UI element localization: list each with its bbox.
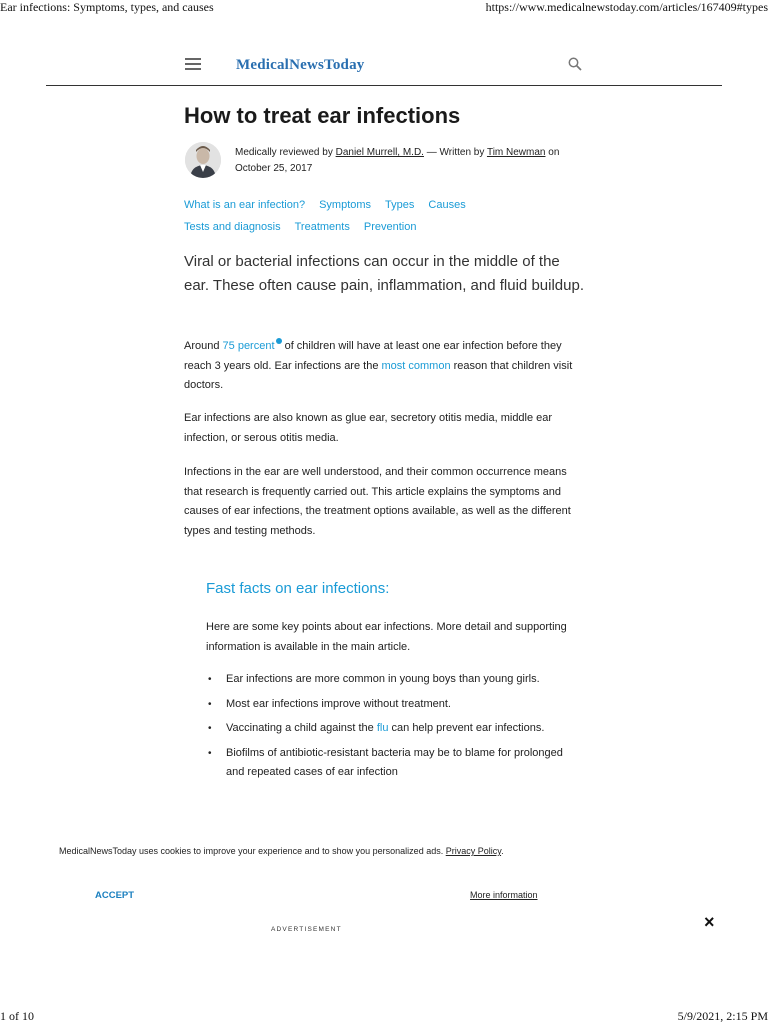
print-footer bbox=[0, 1009, 768, 1025]
list-item: • Most ear infections improve without treatment. bbox=[206, 695, 576, 715]
p1-text-b: of children will have at least one ear infection before they reach 3 years old. Ear infections are the bbox=[184, 340, 562, 372]
item3-text-b: can help prevent ear infections. bbox=[388, 722, 545, 734]
byline-on: on bbox=[545, 147, 560, 158]
logo-medical: Medical bbox=[236, 57, 290, 73]
link-flu[interactable]: flu bbox=[376, 722, 389, 734]
toc-symptoms[interactable]: Symptoms bbox=[319, 199, 372, 211]
cookie-message bbox=[59, 844, 529, 859]
p1-text-c: reason that children visit doctors. bbox=[184, 359, 573, 391]
close-icon[interactable]: × bbox=[704, 912, 715, 932]
link-75-percent[interactable]: 75 percent bbox=[222, 340, 275, 352]
fast-facts-list bbox=[206, 670, 576, 788]
cookie-text: MedicalNewsToday uses cookies to improve your experience and to show you personalized ads. bbox=[59, 846, 446, 856]
article-title: How to treat ear infections bbox=[184, 103, 461, 128]
cookie-banner bbox=[0, 834, 768, 1009]
reviewer-link[interactable]: Daniel Murrell, M.D. bbox=[335, 147, 424, 158]
byline-written-by: — Written by bbox=[423, 147, 487, 158]
fast-facts-title: Fast facts on ear infections: bbox=[206, 580, 390, 597]
article-paragraph-3: Infections in the ear are well understood, and their common occurrence means that research is frequently carried out. This article explains the symptoms and causes of ear infections, the treatment options available, as well as the different types and testing methods. bbox=[184, 466, 571, 537]
print-page-number: 1 of 10 bbox=[0, 1009, 34, 1023]
cookie-period: . bbox=[501, 846, 504, 856]
print-url: https://www.medicalnewstoday.com/articles/167409#types bbox=[485, 0, 768, 14]
site-logo[interactable] bbox=[236, 57, 365, 74]
hamburger-menu-icon[interactable] bbox=[185, 58, 201, 70]
author-avatar bbox=[185, 142, 221, 178]
article-date: October 25, 2017 bbox=[235, 163, 313, 174]
site-header bbox=[46, 48, 722, 86]
list-item: • Ear infections are more common in young boys than young girls. bbox=[206, 670, 576, 690]
article-lead: Viral or bacterial infections can occur in the middle of the ear. These often cause pain, inflammation, and fluid buildup. bbox=[184, 253, 584, 294]
list-item: • Biofilms of antibiotic-resistant bacteria may be to blame for prolonged and repeated cases of ear infection bbox=[206, 744, 576, 783]
item3-text-a: Vaccinating a child against the bbox=[226, 722, 377, 734]
search-icon[interactable] bbox=[568, 57, 582, 71]
accept-button[interactable]: ACCEPT bbox=[95, 890, 135, 901]
toc-tests[interactable]: Tests and diagnosis bbox=[184, 221, 281, 233]
logo-news: News bbox=[289, 57, 325, 73]
p1-text-a: Around bbox=[184, 340, 223, 352]
author-link[interactable]: Tim Newman bbox=[486, 147, 546, 158]
link-most-common[interactable]: most common bbox=[381, 359, 451, 372]
toc-what-is[interactable]: What is an ear infection? bbox=[184, 199, 306, 211]
print-doc-title: Ear infections: Symptoms, types, and causes bbox=[0, 0, 214, 14]
toc-types[interactable]: Types bbox=[385, 199, 415, 211]
article-paragraph-1 bbox=[184, 337, 584, 396]
advertisement-label: ADVERTISEMENT bbox=[271, 926, 342, 933]
table-of-contents bbox=[184, 194, 584, 238]
print-datetime: 5/9/2021, 2:15 PM bbox=[677, 1009, 768, 1023]
more-information-link[interactable]: More information bbox=[470, 890, 538, 900]
print-header bbox=[0, 0, 768, 18]
toc-causes[interactable]: Causes bbox=[428, 199, 466, 211]
privacy-policy-link[interactable]: Privacy Policy bbox=[445, 846, 502, 856]
byline-prefix: Medically reviewed by bbox=[235, 147, 333, 158]
toc-treatments[interactable]: Treatments bbox=[294, 221, 350, 233]
toc-prevention[interactable]: Prevention bbox=[363, 221, 417, 233]
logo-today: Today bbox=[324, 57, 365, 73]
article-byline bbox=[235, 145, 575, 177]
list-item bbox=[206, 719, 576, 739]
fast-facts-intro: Here are some key points about ear infections. More detail and supporting information is available in the main article. bbox=[206, 621, 567, 653]
article-paragraph-2: Ear infections are also known as glue ear, secretory otitis media, middle ear infection, or serous otitis media. bbox=[184, 412, 553, 444]
